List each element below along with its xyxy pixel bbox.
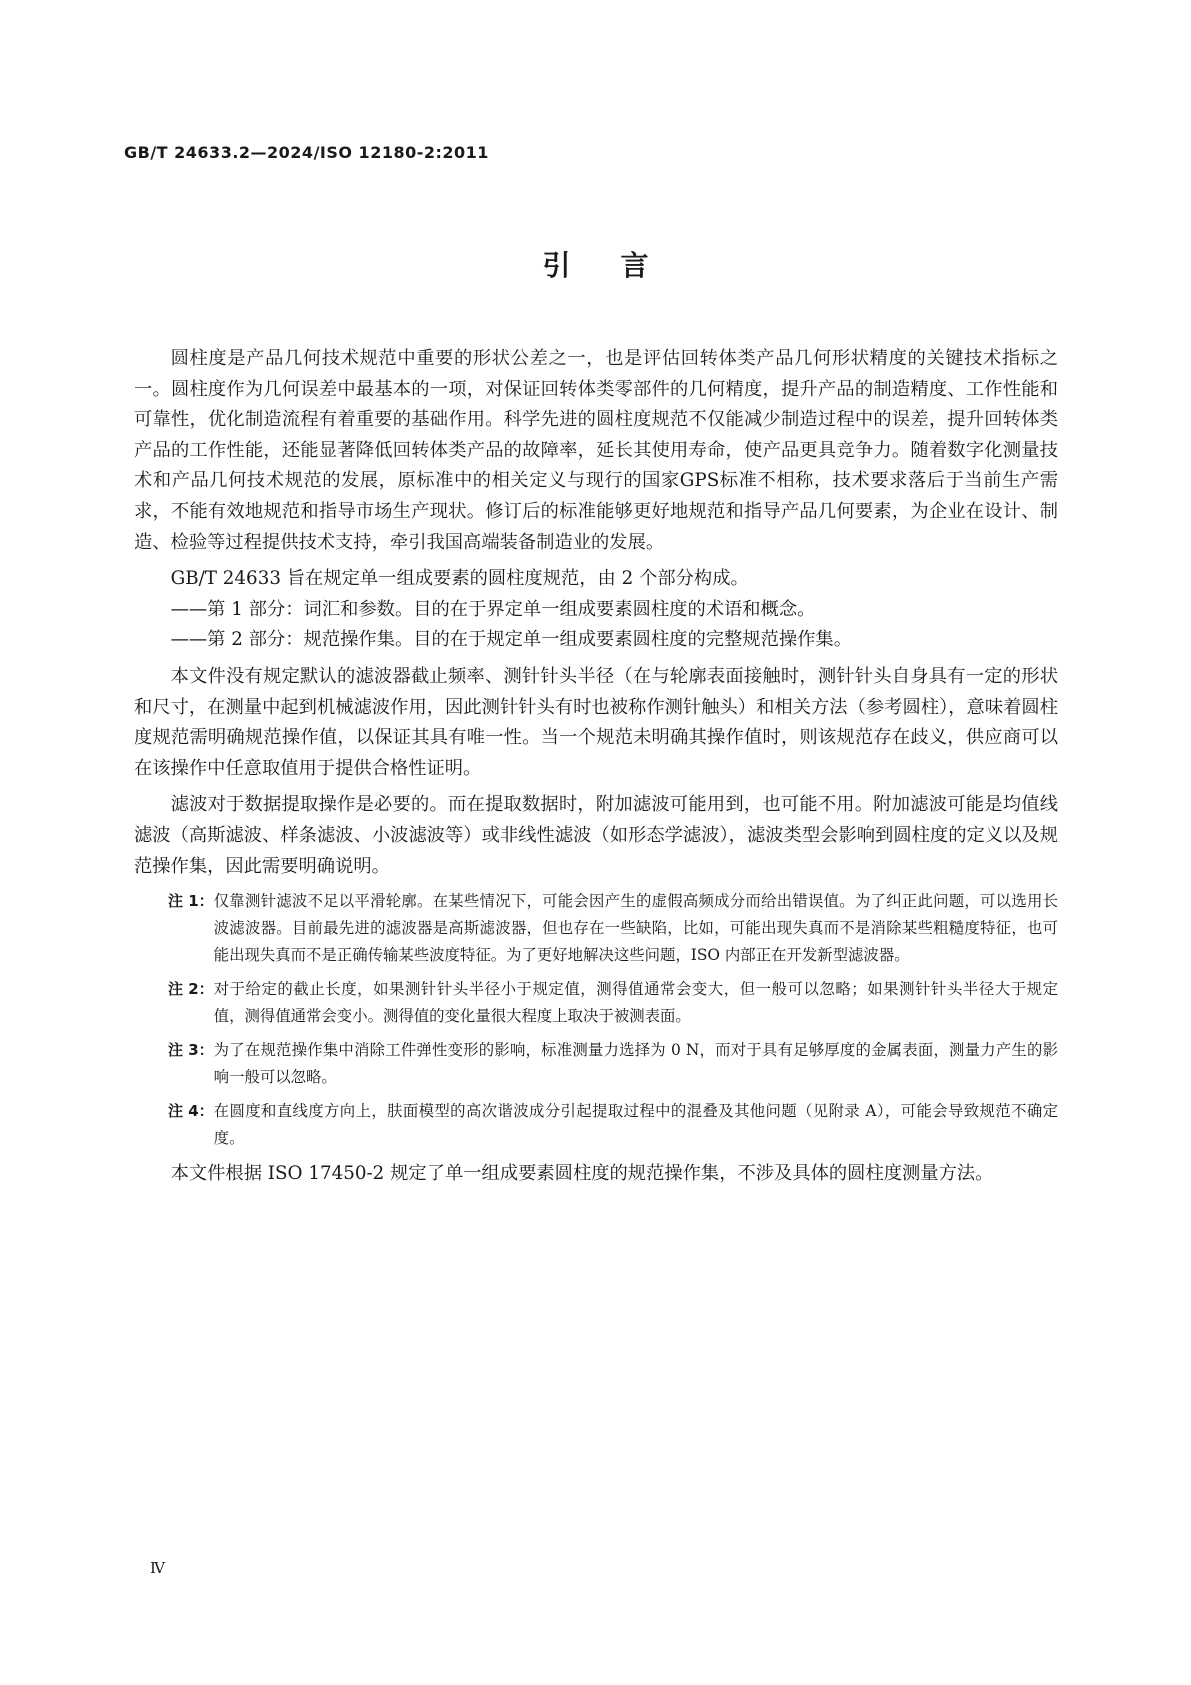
page-title: 引言 xyxy=(542,249,699,282)
note-text: 为了在规范操作集中消除工件弹性变形的影响，标准测量力选择为 0 N，而对于具有足够厚度的金属表面，测量力产生的影响一般可以忽略。 xyxy=(213,1041,1058,1087)
paragraph-scope: 本文件根据 ISO 17450-2 规定了单一组成要素圆柱度的规范操作集，不涉及具体的圆柱度测量方法。 xyxy=(170,1163,994,1185)
list-item-part-1: ——第 1 部分：词汇和参数。目的在于界定单一组成要素圆柱度的术语和概念。 xyxy=(170,598,816,620)
note-label: 注 1： xyxy=(168,892,214,911)
document-code-header: GB/T 24633.2—2024/ISO 12180-2:2011 xyxy=(124,143,489,162)
note-text: 在圆度和直线度方向上，肤面模型的高次谐波成分引起提取过程中的混叠及其他问题（见附录 A），可能会导致规范不确定度。 xyxy=(213,1102,1058,1148)
note-3 xyxy=(134,1037,1058,1091)
paragraph-defaults: 本文件没有规定默认的滤波器截止频率、测针针头半径（在与轮廓表面接触时，测针针头自身具有一定的形状和尺寸，在测量中起到机械滤波作用，因此测针针头有时也被称作测针触头）和相关方法（参考圆柱），意味着圆柱度规范需明确规范操作值，以保证其具有唯一性。当一个规范未明确其操作值时，则该规范存在歧义，供应商可以在该操作中任意取值用于提供合格性证明。 xyxy=(134,665,1058,779)
paragraph-filtering: 滤波对于数据提取操作是必要的。而在提取数据时，附加滤波可能用到，也可能不用。附加滤波可能是均值线滤波（高斯滤波、样条滤波、小波滤波等）或非线性滤波（如形态学滤波），滤波类型会影响到圆柱度的定义以及规范操作集，因此需要明确说明。 xyxy=(134,794,1058,877)
note-text: 对于给定的截止长度，如果测针针头半径小于规定值，测得值通常会变大，但一般可以忽略；如果测针针头半径大于规定值，测得值通常会变小。测得值的变化量很大程度上取决于被测表面。 xyxy=(213,980,1058,1026)
paragraph-background: 圆柱度是产品几何技术规范中重要的形状公差之一，也是评估回转体类产品几何形状精度的关键技术指标之一。圆柱度作为几何误差中最基本的一项，对保证回转体类零部件的几何精度，提升产品的制造精度、工作性能和可靠性，优化制造流程有着重要的基础作用。科学先进的圆柱度规范不仅能减少制造过程中的误差，提升回转体类产品的工作性能，还能显著降低回转体类产品的故障率，延长其使用寿命，使产品更具竞争力。随着数字化测量技术和产品几何技术规范的发展，原标准中的相关定义与现行的国家GPS标准不相称，技术要求落后于当前生产需求，不能有效地规范和指导市场生产现状。修订后的标准能够更好地规范和指导产品几何要素，为企业在设计、制造、检验等过程提供技术支持，牵引我国高端装备制造业的发展。 xyxy=(134,348,1058,553)
list-item-part-2: ——第 2 部分：规范操作集。目的在于规定单一组成要素圆柱度的完整规范操作集。 xyxy=(170,629,852,651)
note-4 xyxy=(134,1098,1058,1152)
page-number: Ⅳ xyxy=(150,1559,165,1577)
note-label: 注 4： xyxy=(168,1102,214,1121)
note-label: 注 3： xyxy=(168,1041,214,1060)
note-label: 注 2： xyxy=(168,980,214,999)
note-2 xyxy=(134,976,1058,1030)
note-1 xyxy=(134,888,1058,969)
paragraph-structure: GB/T 24633 旨在规定单一组成要素的圆柱度规范，由 2 个部分构成。 xyxy=(170,568,749,590)
notes-list xyxy=(134,888,1058,1152)
note-text: 仅靠测针滤波不足以平滑轮廓。在某些情况下，可能会因产生的虚假高频成分而给出错误值。为了纠正此问题，可以选用长波滤波器。目前最先进的滤波器是高斯滤波器，但也存在一些缺陷，比如，可能出现失真而不是消除某些粗糙度特征，也可能出现失真而不是正确传输某些波度特征。为了更好地解决这些问题，ISO 内部正在开发新型滤波器。 xyxy=(213,892,1058,965)
introduction-body xyxy=(134,344,1058,1190)
